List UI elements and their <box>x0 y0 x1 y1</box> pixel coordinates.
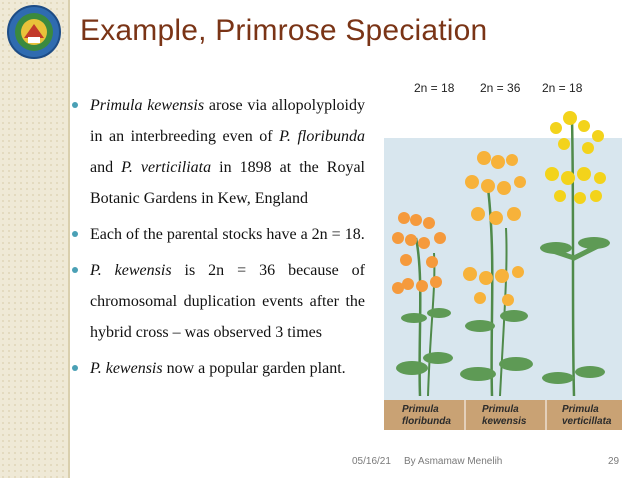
chromosome-label: 2n = 18 <box>542 81 583 95</box>
bullet-italic-text: P. floribunda <box>279 128 366 145</box>
bullet-dot-icon <box>72 231 78 237</box>
bullet-list <box>72 90 365 389</box>
bullet-text: now a popular garden plant. <box>162 360 346 377</box>
footer-date: 05/16/21 <box>352 456 391 467</box>
bullet-italic-text: P. kewensis <box>90 262 172 279</box>
bullet-item <box>72 90 365 214</box>
chromosome-label: 2n = 36 <box>480 81 521 95</box>
bullet-item <box>72 255 365 348</box>
primrose-figure <box>384 78 622 436</box>
bullet-italic-text: P. verticiliata <box>121 159 212 176</box>
bullet-text: arose via allopolyploidy in an interbreeding even of <box>90 97 365 145</box>
species-label: floribunda <box>402 416 451 427</box>
footer-author: By Asmamaw Menelih <box>404 456 503 467</box>
bullet-text: in 1898 at the Royal Botanic Gardens in Kew, England <box>90 159 365 207</box>
bullet-text: Each of the parental stocks have a 2n = 18. <box>90 226 365 243</box>
bullet-dot-icon <box>72 365 78 371</box>
bullet-text: is 2n = 36 because of chromosomal duplication events after the hybrid cross – was observed 3 times <box>90 262 366 341</box>
species-label: verticillata <box>562 416 612 427</box>
species-label: Primula <box>562 404 599 415</box>
slide-title: Example, Primrose Speciation <box>80 14 488 47</box>
bullet-item <box>72 353 365 384</box>
chromosome-label: 2n = 18 <box>414 81 455 95</box>
side-divider <box>68 0 70 478</box>
decorative-side-strip <box>0 0 68 478</box>
bullet-text: and <box>90 159 122 176</box>
bullet-item <box>72 219 365 250</box>
species-label: Primula <box>482 404 519 415</box>
bullet-dot-icon <box>72 267 78 273</box>
bullet-italic-text: P. kewensis <box>90 360 163 377</box>
species-label: Primula <box>402 404 439 415</box>
bullet-italic-text: Primula kewensis <box>90 97 205 114</box>
university-logo-icon <box>6 4 62 60</box>
bullet-dot-icon <box>72 102 78 108</box>
footer-page-number: 29 <box>608 456 620 467</box>
species-label: kewensis <box>482 416 527 427</box>
